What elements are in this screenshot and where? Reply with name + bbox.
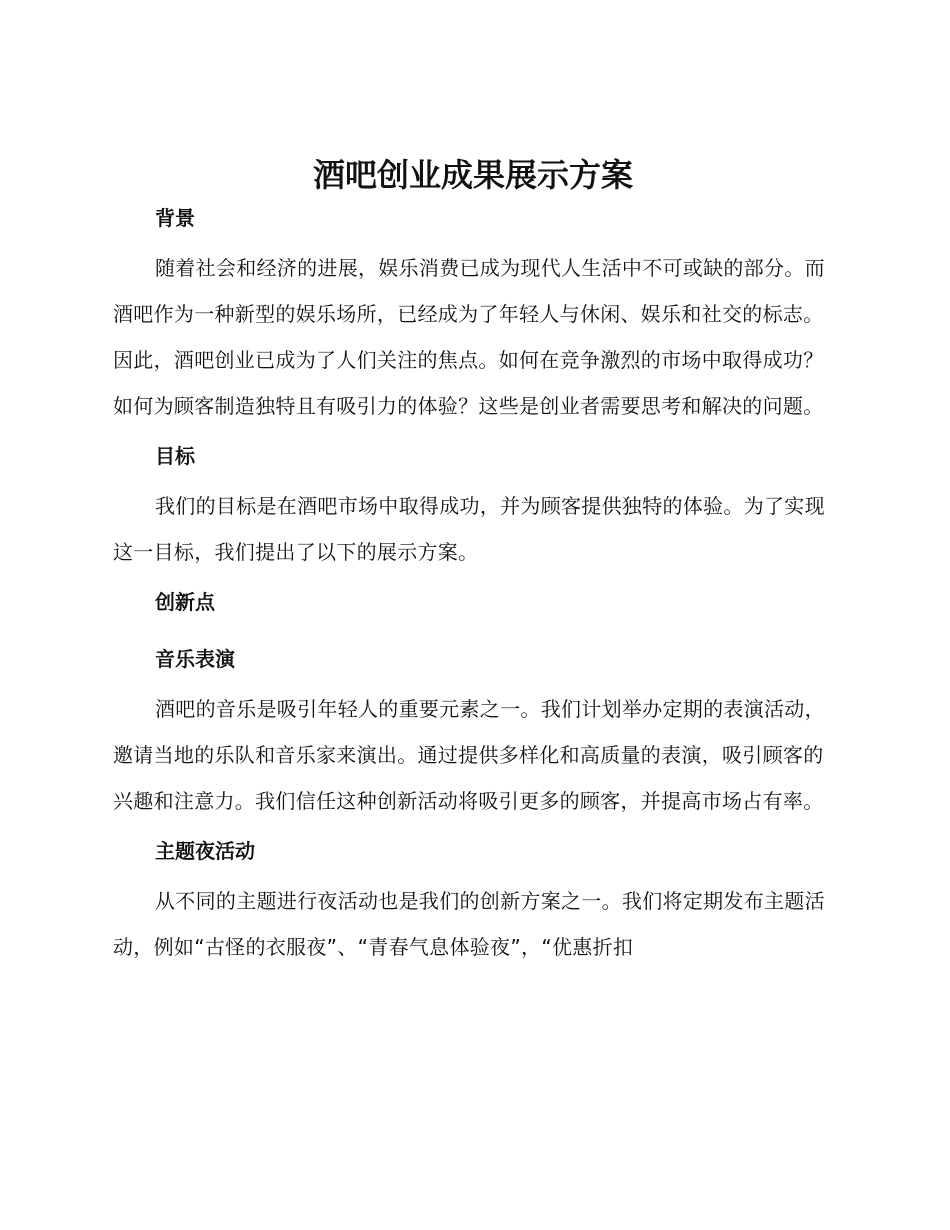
- section-heading-innovation: 创新点: [155, 590, 215, 614]
- section-heading-background: 背景: [155, 206, 195, 230]
- section-heading-goal: 目标: [155, 444, 195, 468]
- paragraph-goal: 我们的目标是在酒吧市场中取得成功，并为顾客提供独特的体验。为了实现这一目标，我们提出了以下的展示方案。: [113, 494, 825, 564]
- document-page: [113, 150, 833, 970]
- paragraph-theme-night: 从不同的主题进行夜活动也是我们的创新方案之一。我们将定期发布主题活动，例如“古怪的衣服夜”、“青春气息体验夜”，“优惠折扣: [113, 889, 825, 959]
- paragraph-music-performance: 酒吧的音乐是吸引年轻人的重要元素之一。我们计划举办定期的表演活动，邀请当地的乐队和音乐家来演出。通过提供多样化和高质量的表演，吸引顾客的兴趣和注意力。我们信任这种创新活动将吸引更多的顾客，并提高市场占有率。: [113, 697, 825, 813]
- section-heading-music-performance: 音乐表演: [155, 647, 235, 671]
- section-heading-theme-night: 主题夜活动: [155, 839, 255, 863]
- page-title: 酒吧创业成果展示方案: [312, 156, 633, 194]
- paragraph-background: 随着社会和经济的进展，娱乐消费已成为现代人生活中不可或缺的部分。而酒吧作为一种新型的娱乐场所，已经成为了年轻人与休闲、娱乐和社交的标志。因此，酒吧创业已成为了人们关注的焦点。如何在竞争激烈的市场中取得成功？如何为顾客制造独特且有吸引力的体验？这些是创业者需要思考和解决的问题。: [113, 256, 825, 418]
